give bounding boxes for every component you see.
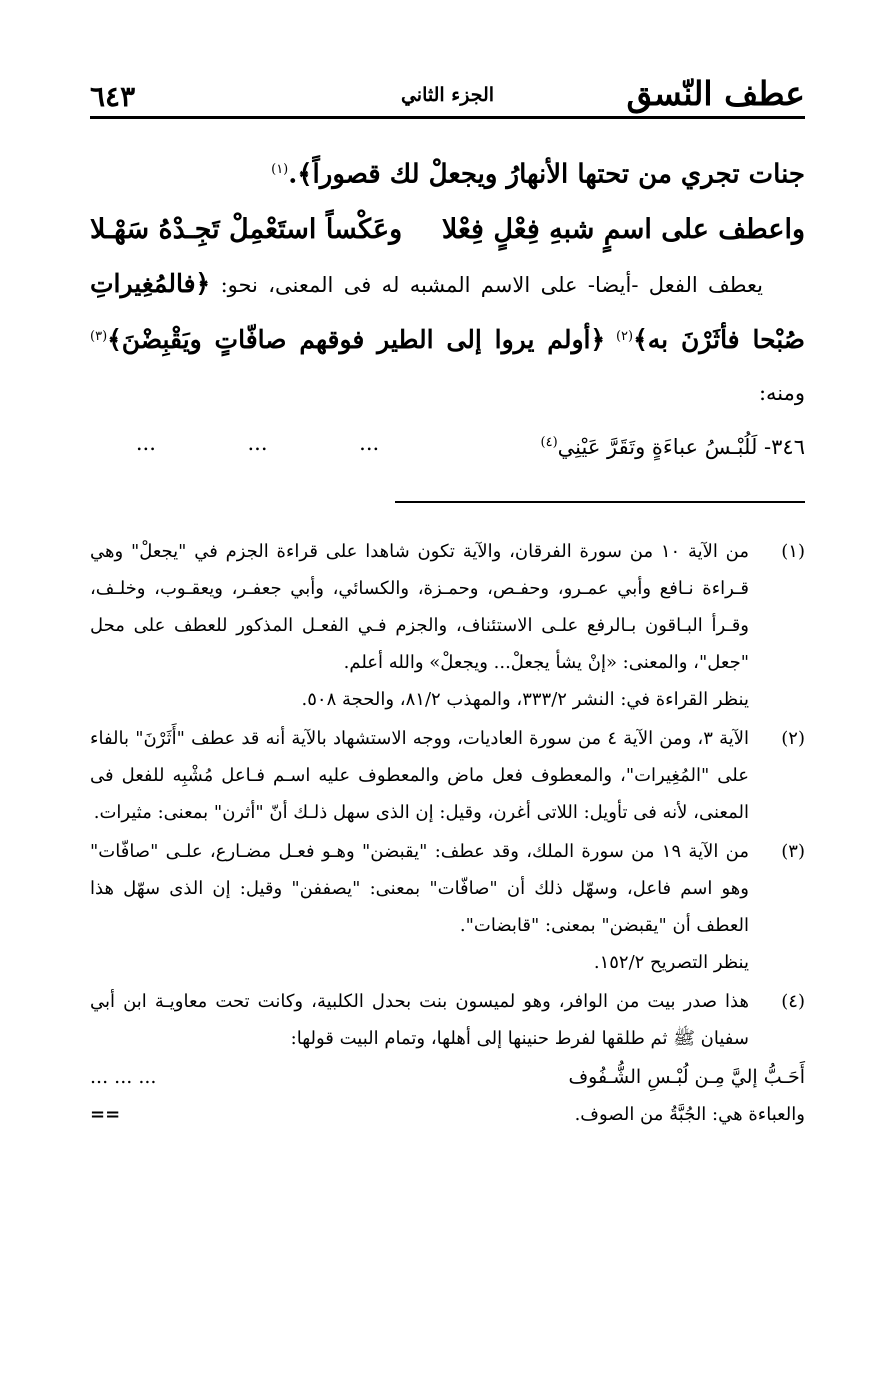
footnote-text: والعباءة هي: الجُبَّةُ من الصوف. — [574, 1103, 805, 1125]
page-number: ٦٤٣ — [90, 80, 136, 113]
verse-346-hemistich — [425, 419, 805, 471]
footnote-4 — [90, 983, 805, 1057]
running-title: عطف النّسق — [626, 74, 805, 113]
alfiyya-verse — [90, 202, 805, 258]
footnote-number: (١) — [781, 540, 805, 562]
shahid-verse-346 — [90, 419, 805, 471]
book-page — [90, 60, 805, 1133]
footnote-ref: (٣) — [90, 328, 108, 344]
ellipsis: ... — [247, 430, 268, 455]
poem-ellipsis: ... ... ... — [90, 1065, 157, 1088]
footnote-closing-line — [90, 1096, 805, 1133]
footnote-text: هذا صدر بيت من الوافر، وهو لميسون بنت بحدل الكلبية، وكانت تحت معاويـة ابن أبي سفيان ﷺ ثم طلقها لفرط حنينها إلى أهلها، وتمام البيت قولها: — [90, 990, 749, 1049]
verse-second-hemistich: وعَكْساً استَعْمِلْ تَجِـدْهُ سَهْـلا — [90, 213, 403, 245]
footnote-number: (٢) — [781, 727, 805, 749]
explanation-paragraph — [90, 258, 805, 419]
footnote-text: من الآية ١٩ من سورة الملك، وقد عطف: "يقبضن" وهـو فعـل مضـارع، علـى "صافّات" وهو اسم فاعل، وسهّل ذلك أن "صافّات" بمعنى: "يصففن" وقيل: إن الذى سهّل هذا العطف أن "يقبضن" بمعنى: "قابضات". — [90, 840, 749, 936]
footnote-text: الآية ٣، ومن الآية ٤ من سورة العاديات، ووجه الاستشهاد بالآية أنه قد عطف "أَثَرْنَ" بالفاء على "المُغِيرات"، والمعطوف فعل ماض والمعطوف عليه اسـم فـاعل مُشْبِه للفعل فى المعنى، لأنه فى تأويل: اللاتى أغرن، وقيل: إن الذى سهل ذلـك أنّ "أثرن" بمعنى: مثيرات. — [90, 727, 750, 823]
verse-text: لَلُبْـسُ عباءَةٍ وتَقَرَّ عَيْنِي — [557, 434, 758, 459]
footnote-text: ينظر التصريح ١٥٢/٢. — [593, 951, 749, 973]
ellipsis: ... — [135, 430, 156, 455]
quran-quote-1: ﴿فالمُغِيراتِ صُبْحا فأثَرْنَ به﴾ — [90, 268, 805, 354]
end-mark: == — [90, 1103, 121, 1125]
footnote-2 — [90, 720, 805, 831]
poem-line — [90, 1059, 805, 1096]
paragraph-tail: ومنه: — [758, 380, 805, 405]
verse-number: ٣٤٦- — [764, 434, 805, 459]
quran-quote-2: ﴿أولم يروا إلى الطير فوقهم صافّاتٍ ويَقْبِضْنَ﴾ — [107, 324, 606, 354]
footnote-1 — [90, 533, 805, 718]
verse-first-hemistich: واعطف على اسمٍ شبهِ فِعْلٍ فِعْلا — [441, 213, 805, 245]
footnote-3 — [90, 833, 805, 981]
poem-hemistich: أَحَـبُّ إليَّ مِـن لُبْـسِ الشُّـفُوف — [568, 1065, 805, 1088]
verse-346-omitted — [90, 419, 425, 471]
main-text — [90, 143, 805, 471]
footnote-ref: (٤) — [540, 434, 558, 450]
ellipsis: ... — [359, 430, 380, 455]
footnote-number: (٤) — [781, 990, 805, 1012]
quran-text: جنات تجري من تحتها الأنهارُ ويجعلْ لك قصوراً﴾. — [288, 159, 805, 190]
footnotes — [90, 533, 805, 1133]
footnote-ref: (٢) — [615, 328, 634, 344]
footnote-ref: (١) — [271, 162, 289, 177]
volume-label: الجزء الثاني — [400, 84, 495, 106]
page-header — [90, 60, 805, 119]
footnote-text: من الآية ١٠ من سورة الفرقان، والآية تكون شاهدا على قراءة الجزم في "يجعلْ" وهي قـراءة نـافع وأبي عمـرو، وحفـص، وحمـزة، والكسائي، وأبي جعفـر، ويعقـوب، وخلـف، وقـرأ البـاقون بـالرفع علـى الاستئناف، والجزم فـي الفعـل المذكور للعطف على محل "جعل"، والمعنى: «إنْ يشأ يجعلْ... ويجعلْ» والله أعلم. — [90, 540, 749, 673]
quran-continuation — [90, 143, 805, 202]
paragraph-text: يعطف الفعل -أيضا- على الاسم المشبه له فى المعنى، نحو: — [220, 272, 763, 297]
footnote-text: ينظر القراءة في: النشر ٣٣٣/٢، والمهذب ٨١/٢، والحجة ٥٠٨. — [301, 688, 749, 710]
footnote-separator — [395, 501, 805, 503]
footnote-number: (٣) — [781, 840, 805, 862]
